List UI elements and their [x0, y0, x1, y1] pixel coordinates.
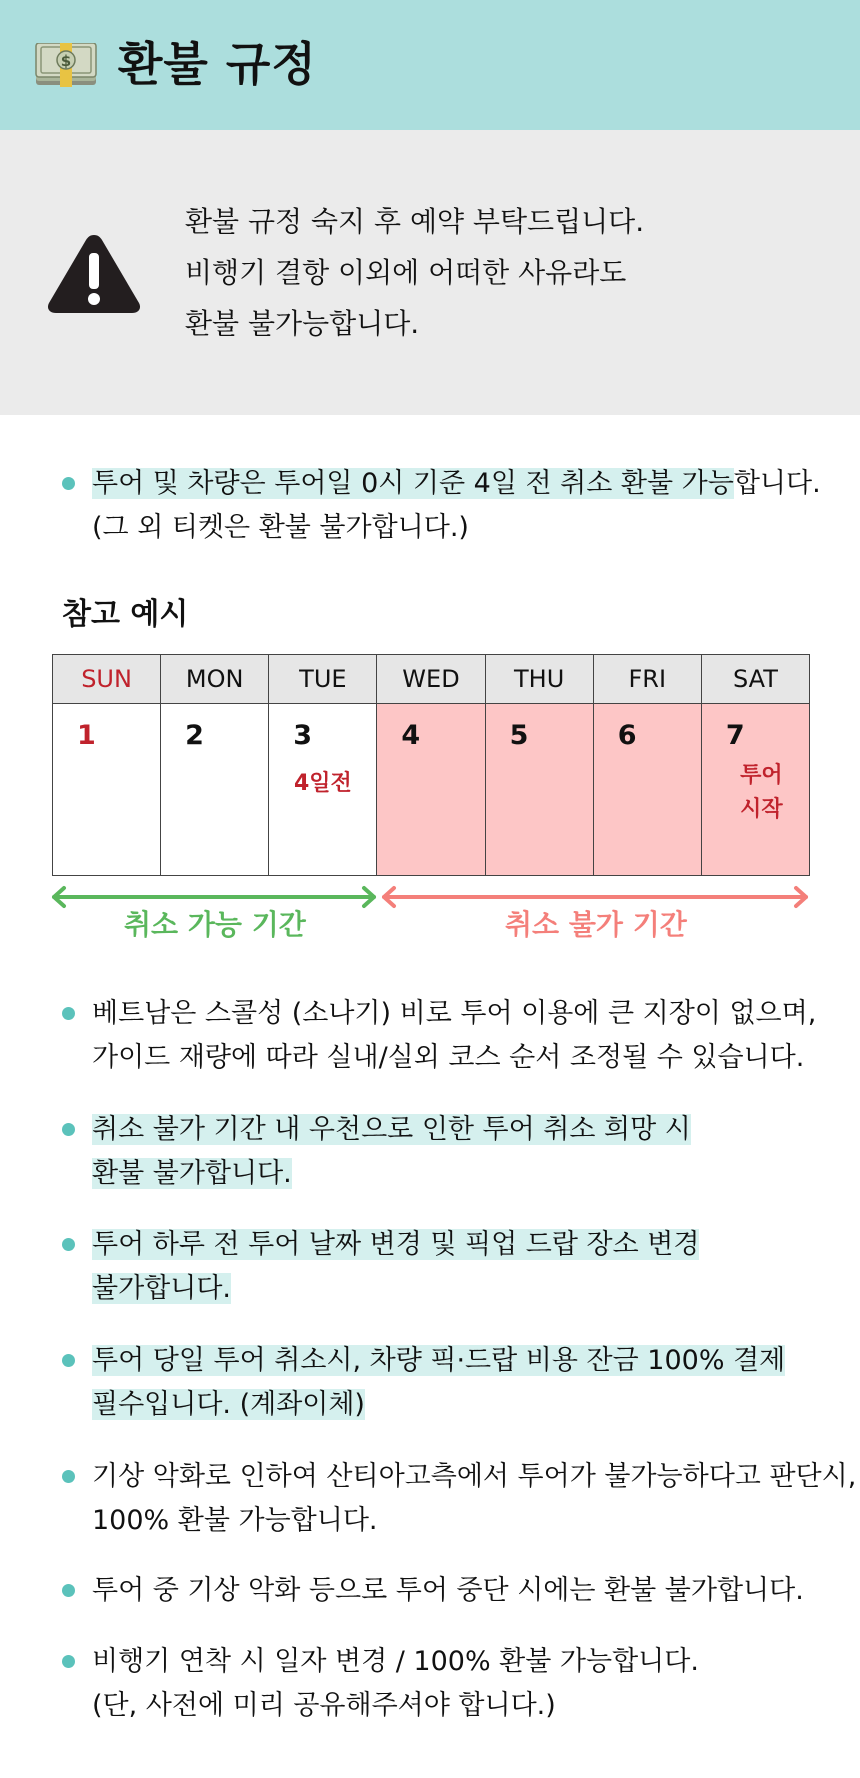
rule-line: 기상 악화로 인하여 산티아고측에서 투어가 불가능하다고 판단시, — [92, 1461, 857, 1492]
rule-line-highlight: 환불 불가합니다. — [92, 1158, 292, 1189]
intro-highlight: 투어 및 차량은 투어일 0시 기준 4일 전 취소 환불 가능 — [92, 468, 734, 499]
intro-line-1 — [92, 464, 821, 504]
example-calendar — [52, 654, 810, 876]
calendar-cell-blocked — [377, 704, 485, 876]
rule-line-highlight: 투어 당일 투어 취소시, 차량 픽·드랍 비용 잔금 100% 결제 — [92, 1345, 786, 1376]
notice-line-3: 환불 불가능합니다. — [185, 307, 420, 340]
rule-line — [92, 1269, 231, 1309]
cancel-impossible-label: 취소 불가 기간 — [505, 908, 687, 941]
bullet-dot — [62, 1238, 75, 1251]
intro-line-2: (그 외 티켓은 환불 불가합니다.) — [92, 512, 469, 543]
date-fri: 6 — [617, 720, 637, 751]
weekday-sun: SUN — [53, 655, 161, 704]
rule-line: 100% 환불 가능합니다. — [92, 1505, 378, 1536]
calendar-week-row — [53, 704, 810, 876]
rule-line: (단, 사전에 미리 공유해주셔야 합니다.) — [92, 1690, 556, 1721]
bullet-dot — [62, 1655, 75, 1668]
calendar-cell-blocked — [593, 704, 701, 876]
weekday-tue: TUE — [269, 655, 377, 704]
rule-line: 투어 중 기상 악화 등으로 투어 중단 시에는 환불 불가합니다. — [92, 1575, 804, 1606]
calendar-cell-blocked — [701, 704, 809, 876]
rule-line: 가이드 재량에 따라 실내/실외 코스 순서 조정될 수 있습니다. — [92, 1042, 805, 1073]
bullet-dot — [62, 1584, 75, 1597]
date-wed: 4 — [401, 720, 421, 751]
svg-text:$: $ — [60, 52, 72, 70]
date-tue: 3 — [293, 720, 313, 751]
money-bill-icon — [34, 43, 98, 87]
cancel-impossible-arrow — [384, 888, 806, 906]
rule-line-highlight: 필수입니다. (계좌이체) — [92, 1389, 365, 1420]
page-header — [0, 0, 860, 130]
tour-start-note-2: 시작 — [740, 797, 783, 822]
weekday-thu: THU — [485, 655, 593, 704]
rule-line — [92, 1110, 691, 1150]
notice-line-2: 비행기 결항 이외에 어떠한 사유라도 — [185, 256, 627, 289]
calendar-header-row — [53, 655, 810, 704]
cancel-possible-arrow — [54, 888, 374, 906]
rule-line: 비행기 연착 시 일자 변경 / 100% 환불 가능합니다. — [92, 1646, 699, 1677]
weekday-fri: FRI — [593, 655, 701, 704]
rule-line-highlight: 불가합니다. — [92, 1273, 231, 1304]
rule-line-highlight: 투어 하루 전 투어 날짜 변경 및 픽업 드랍 장소 변경 — [92, 1229, 700, 1260]
rule-line-highlight: 취소 불가 기간 내 우천으로 인한 투어 취소 희망 시 — [92, 1114, 691, 1145]
calendar-cell — [161, 704, 269, 876]
four-days-before-note: 4일전 — [293, 771, 352, 796]
bullet-dot — [62, 1470, 75, 1483]
bullet-dot — [62, 1354, 75, 1367]
rule-line: 베트남은 스콜성 (소나기) 비로 투어 이용에 큰 지장이 없으며, — [92, 998, 817, 1029]
cancel-possible-label: 취소 가능 기간 — [124, 908, 306, 941]
example-title: 참고 예시 — [62, 597, 189, 632]
bullet-dot — [62, 477, 75, 490]
calendar-cell-blocked — [485, 704, 593, 876]
weekday-wed: WED — [377, 655, 485, 704]
notice-line-1: 환불 규정 숙지 후 예약 부탁드립니다. — [185, 205, 645, 238]
calendar-cell — [269, 704, 377, 876]
intro-rest: 합니다. — [733, 468, 821, 499]
bullet-dot — [62, 1123, 75, 1136]
rule-line — [92, 1385, 365, 1425]
date-sat: 7 — [725, 720, 745, 751]
weekday-mon: MON — [161, 655, 269, 704]
date-sun: 1 — [77, 720, 96, 751]
rule-line — [92, 1341, 785, 1381]
date-mon: 2 — [185, 720, 204, 751]
rule-line — [92, 1225, 699, 1265]
date-thu: 5 — [509, 720, 529, 751]
weekday-sat: SAT — [701, 655, 809, 704]
calendar-cell — [53, 704, 161, 876]
tour-start-note-1: 투어 — [740, 763, 783, 788]
warning-icon — [46, 231, 142, 315]
bullet-dot — [62, 1007, 75, 1020]
page-title: 환불 규정 — [118, 37, 317, 91]
rule-line — [92, 1154, 292, 1194]
